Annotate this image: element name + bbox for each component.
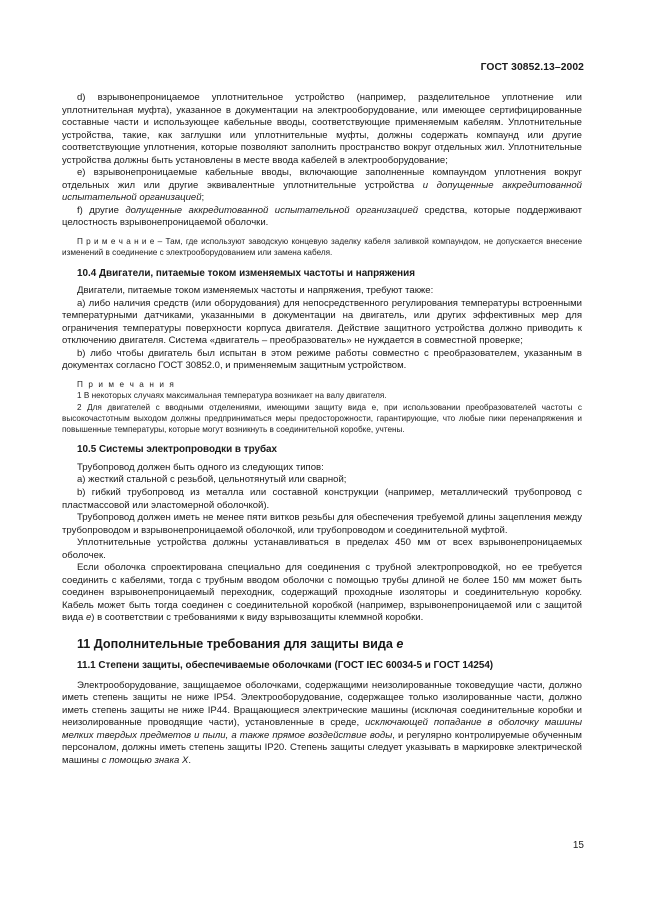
- section-heading-10-4: 10.4 Двигатели, питаемые током изменяемых частоты и напряжения: [77, 267, 415, 279]
- paragraph-10-5-a: a) жесткий стальной с резьбой, цельнотянутый или сварной;: [77, 474, 347, 486]
- document-header: ГОСТ 30852.13–2002: [480, 62, 584, 73]
- paragraph-11-1: Электрооборудование, защищаемое оболочками, содержащими неизолированные токоведущие части, должно иметь степень защиты не ниже IP54. Электрооборудование, содержащее только изолированные части, должно иметь степень защиты не ниже IP44. Вращающиеся электрические машины (исключая соединительные коробки и неизолированные проводящие части), установленные в среде, исключающей попадание в оболочку машины мелких твердых предметов и пыли, а также прямое воздействие воды, и регулярно контролируемые обученным персоналом, должны иметь степень защиты IP20. Степень защиты следует указывать в маркировке электрической машины с помощью знака X.: [62, 679, 582, 766]
- page-number: 15: [572, 840, 584, 851]
- paragraph-item-e: e) взрывонепроницаемые кабельные вводы, включающие заполненные компаундом уплотнения вокруг отдельных жил или другие эквивалентные уплотнительные устройства и допущенные аккредитованной испытательной организацией;: [62, 167, 582, 204]
- section-heading-11: 11 Дополнительные требования для защиты вида e: [77, 637, 404, 652]
- notes-heading: П р и м е ч а н и я: [77, 379, 176, 389]
- paragraph-10-5-e: Если оболочка спроектирована специально для соединения с трубной электропроводкой, но ее требуется соединить с кабелями, тогда с трубным вводом оболочки с помощью трубы длиной не более 150 мм может быть соединен взрывонепроницаемый переходник, содержащий проходные изоляторы и соединительную коробку. Кабель может быть тогда соединен с соединительной коробкой (например, взрывонепроницаемой или с защитой вида e) в соответствии с требованиями к виду взрывозащиты клеммной коробки.: [62, 562, 582, 624]
- paragraph-10-4-b: b) либо чтобы двигатель был испытан в этом режиме работы совместно с преобразователем, указанным в документах согласно ГОСТ 30852.0, и применяемым защитным устройством.: [62, 347, 582, 372]
- note-2-1: 1 В некоторых случаях максимальная температура возникает на валу двигателя.: [77, 391, 387, 401]
- section-heading-10-5: 10.5 Системы электропроводки в трубах: [77, 444, 278, 456]
- paragraph-10-5-c: Трубопровод должен иметь не менее пяти витков резьбы для обеспечения требуемой длины зацепления между трубопроводом и взрывонепроницаемой оболочкой, или трубопроводом и соединительной муфтой.: [62, 512, 582, 536]
- note-2-2: 2 Для двигателей с вводными отделениями, имеющими защиту вида е, при использовании преобразователей частоты с высокочастотным выходом должны предприниматься меры предосторожности, гарантирующие, что любые пики перенапряжения и повышенные температуры, которые могут возникнуть в соединительной коробке, учтены.: [62, 402, 582, 435]
- page-content: [62, 92, 582, 767]
- paragraph-10-4-intro: Двигатели, питаемые током изменяемых частоты и напряжения, требуют также:: [77, 285, 434, 297]
- section-heading-11-1: 11.1 Степени защиты, обеспечиваемые оболочками (ГОСТ IEC 60034-5 и ГОСТ 14254): [77, 660, 494, 672]
- paragraph-10-5-intro: Трубопровод должен быть одного из следующих типов:: [77, 461, 324, 473]
- paragraph-10-5-b: b) гибкий трубопровод из металла или составной конструкции (например, металлический трубопровод с пластмассовой или эластомерной оболочкой).: [62, 487, 582, 511]
- paragraph-10-5-d: Уплотнительные устройства должны устанавливаться в пределах 450 мм от всех взрывонепроницаемых оболочек.: [62, 537, 582, 561]
- paragraph-item-d: d) взрывонепроницаемое уплотнительное устройство (например, разделительное уплотнение или уплотнительная муфта), указанное в документации на электрооборудование, или имеющее сертифицированные составные части и использующее кабельные вводы, соответствующие применяемым кабелям. Уплотнительные устройства, такие, как заглушки или уплотнительные муфты, должны содержать компаунд или другие соответствующие уплотнения, которые позволяют заполнить пространство вокруг отдельных жил. Уплотнительные устройства должны быть установлены в месте ввода кабелей в электрооборудование;: [62, 92, 582, 166]
- note-1: П р и м е ч а н и е – Там, где используют заводскую концевую заделку кабеля заливкой компаундом, не допускается внесение изменений в соединение с электрооборудованием или замена кабеля.: [62, 237, 582, 258]
- paragraph-10-4-a: a) либо наличия средств (или оборудования) для непосредственного регулирования температуры встроенными температурными датчиками, указанными в документации на двигатель, или других эффективных мер для ограничения температуры поверхности корпуса двигателя. Действие защитного устройства должно приводить к отключению двигателя. Система «двигатель – преобразователь» не нуждается в совместной проверке;: [62, 297, 582, 347]
- paragraph-item-f: f) другие долущенные аккредитованной испытательной организацией средства, которые поддерживают целостность взрывонепроницаемой оболочки.: [62, 204, 582, 229]
